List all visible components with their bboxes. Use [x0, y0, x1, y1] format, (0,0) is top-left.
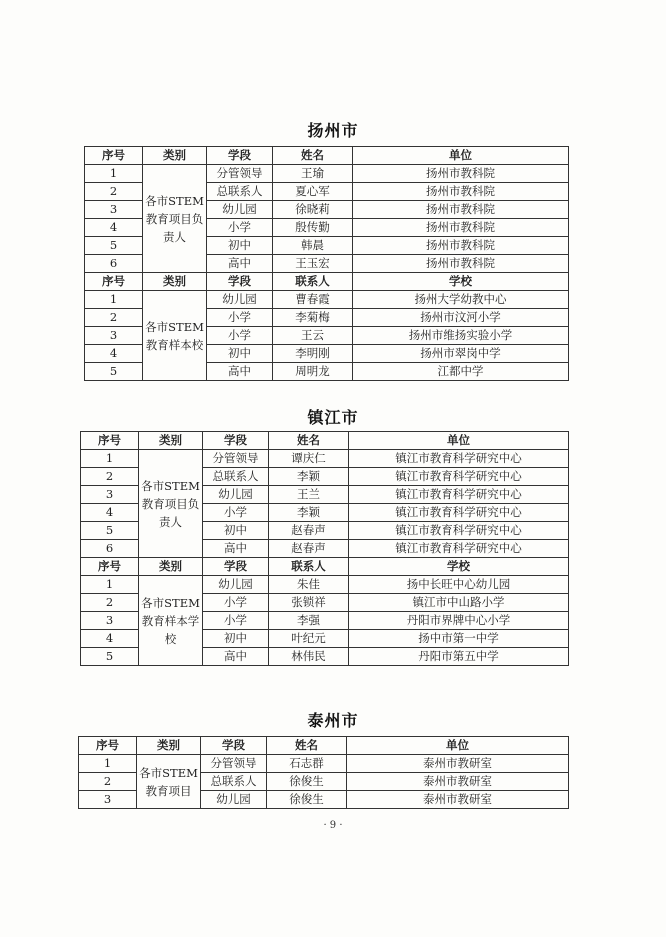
cell-contact: 李明刚: [273, 345, 353, 363]
cell-contact: 朱佳: [269, 576, 349, 594]
header-category: 类别: [143, 147, 207, 165]
header-contact: 联系人: [269, 558, 349, 576]
cell-name: 赵春声: [269, 522, 349, 540]
cell-unit: 泰州市教研室: [347, 773, 569, 791]
cell-unit: 扬州市教科院: [353, 237, 569, 255]
header-index: 序号: [79, 737, 137, 755]
cell-stage: 初中: [207, 237, 273, 255]
cell-stage: 总联系人: [207, 183, 273, 201]
cell-name: 李颖: [269, 468, 349, 486]
table-row: [85, 291, 569, 309]
cell-contact: 李菊梅: [273, 309, 353, 327]
header-unit: 单位: [353, 147, 569, 165]
cell-stage: 总联系人: [201, 773, 267, 791]
cell-stage: 高中: [203, 540, 269, 558]
table-header-row: [85, 147, 569, 165]
cell-index: 2: [81, 468, 139, 486]
table-yangzhou: [84, 146, 569, 381]
header-name: 姓名: [267, 737, 347, 755]
cell-stage: 幼儿园: [207, 291, 273, 309]
cell-index: 3: [81, 612, 139, 630]
header-category: 类别: [143, 273, 207, 291]
header-index: 序号: [81, 432, 139, 450]
cell-index: 5: [81, 648, 139, 666]
cell-stage: 幼儿园: [207, 201, 273, 219]
cell-stage: 小学: [203, 594, 269, 612]
table-row: [79, 755, 569, 773]
cell-school: 丹阳市界牌中心小学: [349, 612, 569, 630]
header-school: 学校: [353, 273, 569, 291]
header-category: 类别: [139, 558, 203, 576]
cell-unit: 扬州市教科院: [353, 183, 569, 201]
cell-contact: 李强: [269, 612, 349, 630]
city-title-taizhou: 泰州市: [307, 711, 359, 730]
cell-name: 石志群: [267, 755, 347, 773]
cell-school: 扬州大学幼教中心: [353, 291, 569, 309]
cell-index: 4: [81, 504, 139, 522]
header-stage: 学段: [203, 558, 269, 576]
cell-stage: 初中: [203, 630, 269, 648]
cell-name: 王瑜: [273, 165, 353, 183]
header-category: 类别: [139, 432, 203, 450]
cell-stage: 高中: [207, 255, 273, 273]
header-stage: 学段: [207, 147, 273, 165]
cell-name: 王兰: [269, 486, 349, 504]
city-title-zhenjiang: 镇江市: [307, 408, 359, 427]
cell-school: 江都中学: [353, 363, 569, 381]
cell-name: 徐晓莉: [273, 201, 353, 219]
cell-index: 6: [85, 255, 143, 273]
cell-category: 各市STEM教育项目: [137, 755, 201, 809]
cell-index: 2: [85, 183, 143, 201]
header-stage: 学段: [207, 273, 273, 291]
cell-index: 4: [85, 219, 143, 237]
cell-unit: 镇江市教育科学研究中心: [349, 540, 569, 558]
cell-index: 5: [81, 522, 139, 540]
table-zhenjiang: [80, 431, 569, 666]
cell-index: 5: [85, 363, 143, 381]
cell-unit: 泰州市教研室: [347, 755, 569, 773]
page-number: · 9 ·: [323, 820, 343, 831]
cell-unit: 镇江市教育科学研究中心: [349, 450, 569, 468]
header-category: 类别: [137, 737, 201, 755]
cell-school: 扬中市第一中学: [349, 630, 569, 648]
cell-unit: 镇江市教育科学研究中心: [349, 504, 569, 522]
cell-index: 2: [79, 773, 137, 791]
cell-name: 李颖: [269, 504, 349, 522]
cell-index: 1: [79, 755, 137, 773]
cell-category: 各市STEM教育样本校: [143, 291, 207, 381]
cell-school: 扬州市维扬实验小学: [353, 327, 569, 345]
cell-category: 各市STEM教育项目负责人: [139, 450, 203, 558]
cell-category: 各市STEM教育项目负责人: [143, 165, 207, 273]
cell-unit: 扬州市教科院: [353, 165, 569, 183]
cell-school: 扬州市汶河小学: [353, 309, 569, 327]
cell-contact: 曹春霞: [273, 291, 353, 309]
table-header-row: [81, 432, 569, 450]
cell-stage: 小学: [207, 219, 273, 237]
cell-contact: 王云: [273, 327, 353, 345]
table-row: [81, 450, 569, 468]
cell-stage: 初中: [203, 522, 269, 540]
cell-index: 1: [85, 165, 143, 183]
city-title-yangzhou: 扬州市: [307, 121, 359, 140]
cell-contact: 周明龙: [273, 363, 353, 381]
cell-name: 谭庆仁: [269, 450, 349, 468]
cell-stage: 小学: [203, 504, 269, 522]
cell-unit: 泰州市教研室: [347, 791, 569, 809]
cell-stage: 分管领导: [201, 755, 267, 773]
cell-index: 6: [81, 540, 139, 558]
header-unit: 单位: [349, 432, 569, 450]
table-row: [81, 576, 569, 594]
table-taizhou: [78, 736, 569, 809]
cell-index: 3: [85, 327, 143, 345]
header-school: 学校: [349, 558, 569, 576]
cell-name: 夏心军: [273, 183, 353, 201]
cell-stage: 幼儿园: [203, 486, 269, 504]
cell-stage: 幼儿园: [203, 576, 269, 594]
cell-school: 丹阳市第五中学: [349, 648, 569, 666]
cell-index: 3: [81, 486, 139, 504]
header-name: 姓名: [273, 147, 353, 165]
cell-name: 赵春声: [269, 540, 349, 558]
cell-name: 殷传勤: [273, 219, 353, 237]
table-header-row: [85, 273, 569, 291]
cell-index: 3: [85, 201, 143, 219]
cell-stage: 初中: [207, 345, 273, 363]
cell-index: 3: [79, 791, 137, 809]
cell-name: 徐俊生: [267, 791, 347, 809]
cell-name: 徐俊生: [267, 773, 347, 791]
cell-stage: 总联系人: [203, 468, 269, 486]
cell-index: 1: [85, 291, 143, 309]
header-stage: 学段: [203, 432, 269, 450]
cell-unit: 扬州市教科院: [353, 255, 569, 273]
cell-stage: 小学: [207, 327, 273, 345]
cell-stage: 分管领导: [203, 450, 269, 468]
cell-name: 王玉宏: [273, 255, 353, 273]
cell-index: 1: [81, 576, 139, 594]
cell-stage: 幼儿园: [201, 791, 267, 809]
cell-school: 镇江市中山路小学: [349, 594, 569, 612]
header-index: 序号: [85, 273, 143, 291]
cell-unit: 镇江市教育科学研究中心: [349, 522, 569, 540]
cell-stage: 高中: [207, 363, 273, 381]
cell-stage: 高中: [203, 648, 269, 666]
cell-contact: 林伟民: [269, 648, 349, 666]
cell-index: 4: [81, 630, 139, 648]
cell-index: 5: [85, 237, 143, 255]
cell-unit: 镇江市教育科学研究中心: [349, 486, 569, 504]
cell-index: 1: [81, 450, 139, 468]
cell-contact: 张锁祥: [269, 594, 349, 612]
table-header-row: [79, 737, 569, 755]
header-unit: 单位: [347, 737, 569, 755]
cell-unit: 镇江市教育科学研究中心: [349, 468, 569, 486]
cell-school: 扬州市翠岗中学: [353, 345, 569, 363]
cell-contact: 叶纪元: [269, 630, 349, 648]
cell-index: 2: [85, 309, 143, 327]
cell-name: 韩晨: [273, 237, 353, 255]
header-stage: 学段: [201, 737, 267, 755]
cell-index: 2: [81, 594, 139, 612]
table-header-row: [81, 558, 569, 576]
cell-index: 4: [85, 345, 143, 363]
cell-stage: 小学: [203, 612, 269, 630]
table-row: [85, 165, 569, 183]
cell-unit: 扬州市教科院: [353, 219, 569, 237]
header-index: 序号: [85, 147, 143, 165]
cell-category: 各市STEM教育样本学校: [139, 576, 203, 666]
cell-stage: 小学: [207, 309, 273, 327]
header-contact: 联系人: [273, 273, 353, 291]
cell-school: 扬中长旺中心幼儿园: [349, 576, 569, 594]
header-index: 序号: [81, 558, 139, 576]
header-name: 姓名: [269, 432, 349, 450]
cell-stage: 分管领导: [207, 165, 273, 183]
cell-unit: 扬州市教科院: [353, 201, 569, 219]
